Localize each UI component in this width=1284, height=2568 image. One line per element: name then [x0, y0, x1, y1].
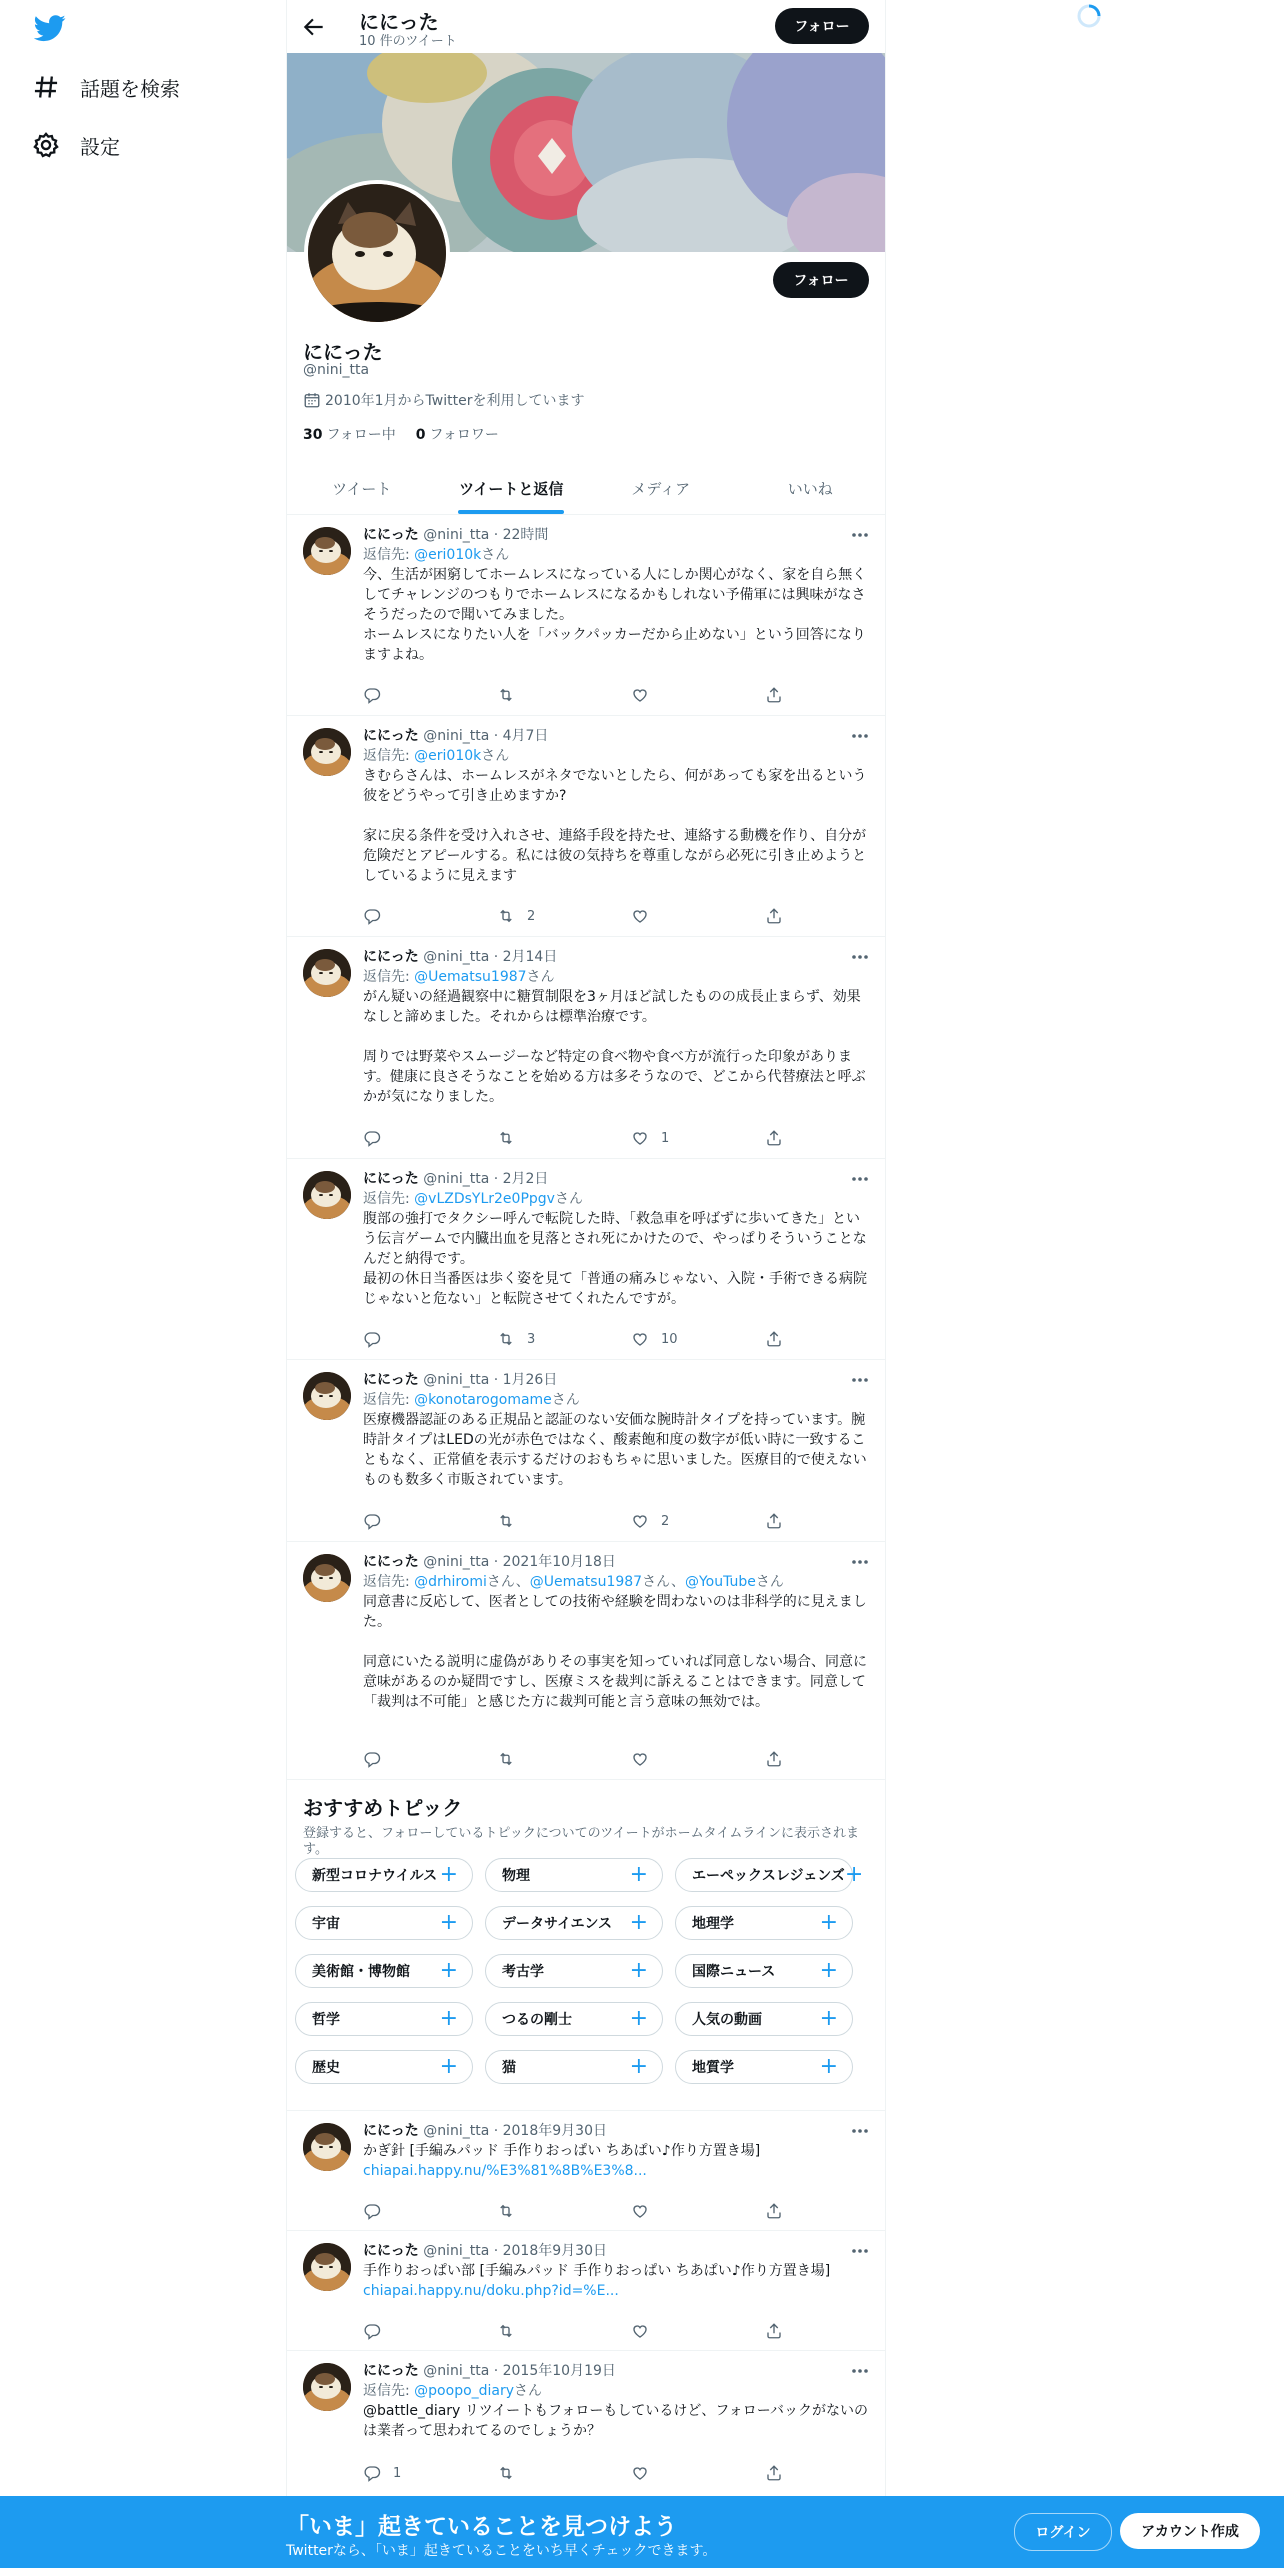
reply-suffix: さん: [514, 2383, 543, 2399]
tweet[interactable]: [287, 716, 885, 937]
reply-icon: [363, 1330, 381, 1348]
reply-suffix: さん: [526, 969, 555, 985]
plus-icon: +: [439, 2006, 458, 2031]
topic-chip[interactable]: [295, 1858, 473, 1892]
tweet-avatar[interactable]: [303, 2123, 351, 2171]
retweets-count: 2: [527, 908, 536, 924]
tweet-body: [363, 525, 869, 665]
following-link[interactable]: [303, 424, 396, 444]
retweet-button[interactable]: [497, 685, 631, 705]
plus-icon: +: [439, 2054, 458, 2079]
reply-mention-link[interactable]: @YouTube: [684, 1574, 756, 1590]
like-icon: [631, 1512, 649, 1530]
reply-suffix: さん: [486, 1574, 516, 1590]
tweet-actions: [363, 2201, 803, 2221]
topic-chip[interactable]: [295, 1906, 473, 1940]
like-button[interactable]: [631, 2201, 765, 2221]
profile-header-bar: [287, 0, 885, 53]
likes-count: 10: [661, 1331, 678, 1347]
calendar-icon: [303, 391, 321, 409]
followers-link[interactable]: [416, 424, 499, 444]
topic-chip[interactable]: [485, 1858, 663, 1892]
plus-icon: +: [439, 1958, 458, 1983]
tweet[interactable]: [287, 2231, 885, 2351]
reply-mention-link[interactable]: @Uematsu1987: [529, 1574, 643, 1590]
login-button[interactable]: ログイン: [1014, 2513, 1112, 2551]
topic-chip[interactable]: [675, 2002, 853, 2036]
tab-likes[interactable]: いいね: [787, 479, 833, 498]
reply-mention-link[interactable]: @drhiromi: [414, 1574, 487, 1590]
like-button[interactable]: [631, 685, 765, 705]
topic-chip-label: つるの剛士: [502, 2012, 572, 2028]
reply-button[interactable]: [363, 685, 497, 705]
plus-icon: +: [439, 1910, 458, 1935]
reply-to-line: [363, 746, 869, 766]
profile-joined: [303, 390, 584, 410]
tweet-actions: [363, 1749, 803, 1769]
share-icon: [765, 2202, 783, 2220]
topic-chip-label: データサイエンス: [502, 1916, 613, 1932]
reply-suffix: さん: [642, 1574, 671, 1590]
reply-icon: [363, 2464, 381, 2482]
tweet-text: がん疑いの経過観察中に糖質制限を3ヶ月ほど試したものの成長止まらず、効果なしと諦めました。それからは標準治療です。 周りでは野菜やスムージーなど特定の食べ物や食べ方が流行った印象があります。健康に良さそうなことを始める方は多そうなので、どこから代替療法と呼ぶかが気になりました。: [363, 989, 866, 1105]
topic-chip-label: 人気の動画: [692, 2012, 762, 2028]
tweet-body: [363, 947, 869, 1107]
like-button[interactable]: [631, 2321, 765, 2341]
topic-chip[interactable]: [675, 1906, 853, 1940]
tweet-avatar[interactable]: [303, 2243, 351, 2291]
like-icon: [631, 2322, 649, 2340]
tweet-body: [363, 1169, 869, 1309]
retweet-icon: [497, 1129, 515, 1147]
reply-icon: [363, 907, 381, 925]
hashtag-icon: [32, 73, 60, 101]
like-button[interactable]: [631, 1511, 765, 1531]
reply-prefix: 返信先:: [363, 1191, 415, 1207]
tweet-actions: [363, 906, 803, 926]
topic-chip-label: 猫: [502, 2060, 516, 2076]
share-icon: [765, 2464, 783, 2482]
retweet-button[interactable]: [497, 1511, 631, 1531]
tweet-actions: [363, 1511, 803, 1531]
topics-subtitle: 登録すると、フォローしているトピックについてのツイートがホームタイムラインに表示されます。: [303, 1826, 860, 1857]
reply-mention-link[interactable]: @eri010k: [414, 748, 482, 764]
loading-spinner-icon: [1076, 3, 1102, 29]
topic-chip[interactable]: [295, 2002, 473, 2036]
retweet-icon: [497, 907, 515, 925]
tweet-avatar[interactable]: [303, 2363, 351, 2411]
signup-button[interactable]: アカウント作成: [1120, 2513, 1260, 2549]
reply-to-line: [363, 1390, 869, 1410]
share-icon: [765, 1129, 783, 1147]
reply-to-line: [363, 1189, 869, 1209]
profile-handle: @nini_tta: [303, 362, 370, 378]
retweet-button[interactable]: [497, 2463, 631, 2483]
likes-count: 1: [661, 1130, 670, 1146]
reply-suffix: さん: [554, 1191, 583, 1207]
plus-icon: +: [819, 1910, 838, 1935]
reply-icon: [363, 2202, 381, 2220]
share-icon: [765, 1512, 783, 1530]
tweet[interactable]: [287, 2111, 885, 2231]
share-button[interactable]: [765, 1749, 803, 1769]
reply-to-line: [363, 967, 869, 987]
share-button[interactable]: [765, 1128, 803, 1148]
reply-button[interactable]: [363, 1511, 497, 1531]
topic-chip[interactable]: [295, 2050, 473, 2084]
tweet-body: [363, 1370, 869, 1490]
topics-title: おすすめトピック: [303, 1796, 463, 1820]
retweet-button[interactable]: [497, 1749, 631, 1769]
tweet-handle-time: @nini_tta · 2018年9月30日: [423, 2123, 607, 2139]
gear-icon: [32, 131, 60, 159]
reply-button[interactable]: [363, 906, 497, 926]
retweet-icon: [497, 2202, 515, 2220]
reply-mention-link[interactable]: @poopo_diary: [414, 2383, 515, 2399]
retweet-icon: [497, 1750, 515, 1768]
topic-chip-label: エーペックスレジェンズ: [692, 1868, 845, 1884]
tweet-actions: [363, 685, 803, 705]
share-button[interactable]: [765, 906, 803, 926]
tab-media[interactable]: メディア: [631, 479, 691, 498]
reply-icon: [363, 1750, 381, 1768]
reply-to-line: [363, 2381, 869, 2401]
reply-prefix: 返信先:: [363, 2383, 415, 2399]
tweet-handle-time: @nini_tta · 2月14日: [423, 949, 558, 965]
tweet-body: [363, 2121, 869, 2181]
plus-icon: +: [819, 2006, 838, 2031]
share-icon: [765, 2322, 783, 2340]
recommended-topics: [287, 1780, 885, 2111]
reply-mention-link[interactable]: @vLZDsYLr2e0Ppgv: [414, 1191, 555, 1207]
tweet-handle-time: @nini_tta · 2015年10月19日: [423, 2363, 616, 2379]
tweet[interactable]: [287, 1360, 885, 1542]
replies-count: 1: [393, 2465, 402, 2481]
retweet-icon: [497, 2322, 515, 2340]
reply-icon: [363, 1129, 381, 1147]
like-icon: [631, 1750, 649, 1768]
retweet-icon: [497, 1330, 515, 1348]
reply-prefix: 返信先:: [363, 969, 415, 985]
tweet[interactable]: [287, 937, 885, 1159]
reply-prefix: 返信先:: [363, 1574, 415, 1590]
like-button[interactable]: [631, 1128, 765, 1148]
share-icon: [765, 686, 783, 704]
reply-icon: [363, 2322, 381, 2340]
plus-icon: +: [819, 2054, 838, 2079]
like-icon: [631, 907, 649, 925]
topic-chip-label: 新型コロナウイルス: [312, 1868, 438, 1884]
topic-chip-label: 宇宙: [312, 1916, 340, 1932]
tweet-actions: [363, 1329, 803, 1349]
tweet[interactable]: [287, 2351, 885, 2497]
reply-mention-link[interactable]: @eri010k: [414, 547, 482, 563]
followers-count: 0: [415, 427, 426, 443]
tweet-handle-time: @nini_tta · 2018年9月30日: [423, 2243, 607, 2259]
nav-settings[interactable]: [32, 121, 120, 169]
tweet-text: @battle_diary リツイートもフォローもしているけど、フォローバックがないのは業者って思われてるのでしょうか？: [363, 2403, 868, 2439]
plus-icon: +: [844, 1862, 864, 1887]
retweet-icon: [497, 1512, 515, 1530]
reply-icon: [363, 686, 381, 704]
topic-chip-label: 地質学: [692, 2060, 734, 2076]
nav-label-explore: 話題を検索: [80, 76, 180, 101]
tweet-avatar[interactable]: [303, 949, 351, 997]
tweet-header: [363, 947, 869, 967]
reply-prefix: 返信先:: [363, 1392, 415, 1408]
share-button[interactable]: [765, 2463, 803, 2483]
topic-chip-label: 国際ニュース: [692, 1964, 776, 1980]
retweet-button[interactable]: [497, 1329, 631, 1349]
topic-chip-label: 美術館・博物館: [312, 1964, 410, 1980]
reply-to-line: [363, 545, 869, 565]
topic-chip[interactable]: [485, 2050, 663, 2084]
tweet-url-link[interactable]: chiapai.happy.nu/%E3%81%8B%E3%8...: [363, 2163, 647, 2179]
tweet-avatar[interactable]: [303, 527, 351, 575]
tweet-header: [363, 2241, 869, 2261]
twitter-bird-icon[interactable]: [34, 12, 66, 44]
share-button[interactable]: [765, 1511, 803, 1531]
retweets-count: 3: [527, 1331, 536, 1347]
topic-chip-label: 物理: [502, 1868, 530, 1884]
tweet-author-name[interactable]: ににった: [363, 1171, 419, 1187]
topic-chip[interactable]: [675, 2050, 853, 2084]
like-icon: [631, 2202, 649, 2220]
tweet[interactable]: [287, 1159, 885, 1360]
retweet-button[interactable]: [497, 906, 631, 926]
signup-bar-subtitle: Twitterなら、「いま」起きていることをいち早くチェックできます。: [286, 2543, 717, 2559]
plus-icon: +: [629, 2006, 648, 2031]
topic-chip-label: 考古学: [502, 1964, 544, 1980]
retweet-icon: [497, 686, 515, 704]
topic-chip[interactable]: [485, 1954, 663, 1988]
profile-follow-button[interactable]: フォロー: [773, 262, 869, 298]
reply-button[interactable]: [363, 1128, 497, 1148]
tweet-text: かぎ針 [手編みパッド 手作りおっぱい ちあぱい♪作り方置き場]: [363, 2143, 761, 2159]
reply-button[interactable]: [363, 2463, 497, 2483]
reply-mention-link[interactable]: @Uematsu1987: [414, 969, 527, 985]
following-count: 30: [303, 427, 323, 443]
topic-chip[interactable]: [485, 2002, 663, 2036]
profile-tabs: [287, 462, 885, 515]
share-button[interactable]: [765, 1329, 803, 1349]
tweet-handle-time: @nini_tta · 2021年10月18日: [423, 1554, 616, 1570]
tweet-body: [363, 2241, 869, 2301]
tweet-handle-time: @nini_tta · 22時間: [423, 527, 549, 543]
tweet-text: 同意書に反応して、医者としての技術や経験を問わないのは非科学的に見えました。 同意にいたる説明に虚偽がありその事実を知っていれば同意しない場合、同意に意味があるのか疑問ですし、医療ミスを裁判に訴えることはできます。同意して「裁判は不可能」と感じた方に裁判可能と言う意味の無効では。: [363, 1594, 867, 1710]
share-button[interactable]: [765, 685, 803, 705]
topic-chip[interactable]: [675, 1858, 864, 1892]
tweet-author-name[interactable]: ににった: [363, 2363, 419, 2379]
reply-button[interactable]: [363, 2321, 497, 2341]
tweet-author-name[interactable]: ににった: [363, 728, 419, 744]
topic-chip-label: 哲学: [312, 2012, 340, 2028]
like-icon: [631, 1330, 649, 1348]
like-button[interactable]: [631, 1749, 765, 1769]
reply-button[interactable]: [363, 1329, 497, 1349]
like-button[interactable]: [631, 906, 765, 926]
like-icon: [631, 2464, 649, 2482]
tweet-author-name[interactable]: ににった: [363, 1372, 419, 1388]
tweet-author-name[interactable]: ににった: [363, 2123, 419, 2139]
nav-explore[interactable]: [32, 63, 180, 111]
main-column: [286, 0, 886, 2568]
header-title: ににった: [359, 10, 439, 34]
plus-icon: +: [629, 2054, 648, 2079]
tweet-text: きむらさんは、ホームレスがネタでないとしたら、何があっても家を出るという彼をどうやって引き止めますか? 家に戻る条件を受け入れさせ、連絡手段を持たせ、連絡する動機を作り、自分が危険だとアピールする。私には彼の気持ちを尊重しながら必死に引き止めようとしているように見えます: [363, 768, 867, 884]
plus-icon: +: [629, 1862, 648, 1887]
tab-tweets[interactable]: ツイート: [332, 479, 392, 498]
tweet-handle-time: @nini_tta · 4月7日: [423, 728, 549, 744]
reply-to-line: 返信先: @drhiromiさん、@Uematsu1987さん、@YouTubeさん: [363, 1574, 784, 1590]
tweet-avatar[interactable]: [303, 728, 351, 776]
tweet-header: [363, 1552, 869, 1572]
reply-suffix: さん: [481, 748, 510, 764]
tweet-avatar[interactable]: [303, 1554, 351, 1602]
header-follow-button[interactable]: フォロー: [775, 8, 869, 44]
tweet-text: 腹部の強打でタクシー呼んで転院した時、「救急車を呼ばずに歩いてきた」という伝言ゲームで内臓出血を見落とされ死にかけたので、やっぱりそういうことなんだと納得です。 最初の休日当番医は歩く姿を見て「普通の痛みじゃない、入院・手術できる病院じゃないと危ない」と転院させてくれたんですが。: [363, 1211, 867, 1307]
share-icon: [765, 1750, 783, 1768]
reply-suffix: さん: [755, 1574, 784, 1590]
tweet-author-name[interactable]: ににった: [363, 2243, 419, 2259]
profile-joined-text: 2010年1月からTwitterを利用しています: [325, 393, 585, 409]
share-button[interactable]: [765, 2201, 803, 2221]
tweet[interactable]: [287, 515, 885, 716]
share-button[interactable]: [765, 2321, 803, 2341]
profile-name: ににった: [303, 340, 383, 364]
tweet-actions: [363, 2463, 803, 2483]
share-icon: [765, 1330, 783, 1348]
topic-chip[interactable]: [485, 1906, 663, 1940]
tweet-header: [363, 525, 869, 545]
reply-prefix: 返信先:: [363, 748, 415, 764]
reply-prefix: 返信先:: [363, 547, 415, 563]
like-button[interactable]: [631, 2463, 765, 2483]
nav-label-settings: 設定: [80, 134, 120, 159]
tweet-actions: [363, 1128, 803, 1148]
tweet-header: [363, 1370, 869, 1390]
share-icon: [765, 907, 783, 925]
tweet-actions: [363, 2321, 803, 2341]
like-icon: [631, 686, 649, 704]
tweet-url-link[interactable]: chiapai.happy.nu/doku.php?id=%E...: [363, 2283, 619, 2299]
reply-icon: [363, 1512, 381, 1530]
tweet-avatar[interactable]: [303, 1171, 351, 1219]
retweet-icon: [497, 2464, 515, 2482]
left-nav: [0, 0, 286, 2568]
tweet-header: [363, 726, 869, 746]
tweet[interactable]: [287, 1542, 885, 1780]
reply-mention-link[interactable]: @konotarogomame: [414, 1392, 552, 1408]
back-arrow-icon[interactable]: [301, 14, 327, 40]
plus-icon: +: [629, 1910, 648, 1935]
tweet-handle-time: @nini_tta · 2月2日: [423, 1171, 549, 1187]
tweet-author-name[interactable]: ににった: [363, 949, 419, 965]
tweet-author-name[interactable]: ににった: [363, 1554, 419, 1570]
tweet-header: [363, 1169, 869, 1189]
plus-icon: +: [439, 1862, 458, 1887]
retweet-button[interactable]: [497, 1128, 631, 1148]
tab-tweets-and-replies[interactable]: ツイートと返信: [437, 462, 587, 514]
tweet-header: [363, 2121, 869, 2141]
reply-suffix: さん: [551, 1392, 580, 1408]
tweet-avatar[interactable]: [303, 1372, 351, 1420]
reply-button[interactable]: [363, 1749, 497, 1769]
tweet-author-name[interactable]: ににった: [363, 527, 419, 543]
signup-bar-title: 「いま」起きていることを見つけよう: [286, 2514, 677, 2540]
plus-icon: +: [819, 1958, 838, 1983]
following-label: フォロー中: [326, 427, 396, 443]
retweet-button[interactable]: [497, 2201, 631, 2221]
like-button[interactable]: [631, 1329, 765, 1349]
likes-count: 2: [661, 1513, 670, 1529]
topic-chip-label: 地理学: [692, 1916, 734, 1932]
followers-label: フォロワー: [429, 427, 499, 443]
profile-avatar[interactable]: [304, 180, 450, 326]
tweet-body: [363, 2361, 869, 2441]
signup-prompt-bar: [0, 2496, 1284, 2568]
like-icon: [631, 1129, 649, 1147]
plus-icon: +: [629, 1958, 648, 1983]
tweet-text: 今、生活が困窮してホームレスになっている人にしか関心がなく、家を自ら無くしてチャレンジのつもりでホームレスになるかもしれない予備軍には興味がなさそうだったので聞いてみました。 ホームレスになりたい人を「バックパッカーだから止めない」という回答になりますよね。: [363, 567, 867, 663]
reply-button[interactable]: [363, 2201, 497, 2221]
header-tweet-count: 10 件のツイート: [359, 34, 457, 49]
tweet-body: [363, 726, 869, 886]
retweet-button[interactable]: [497, 2321, 631, 2341]
tweet-body: [363, 1552, 869, 1712]
tweet-text: 医療機器認証のある正規品と認証のない安価な腕時計タイプを持っています。腕時計タイプはLEDの光が赤色ではなく、酸素飽和度の数字が低い時に一致することもなく、正常値を表示するだけのおもちゃに思いました。医療目的で使えないものも数多く市販されています。: [363, 1412, 867, 1488]
profile-stats: [303, 424, 519, 444]
reply-suffix: さん: [481, 547, 510, 563]
tweet-text: 手作りおっぱい部 [手編みパッド 手作りおっぱい ちあぱい♪作り方置き場]: [363, 2263, 831, 2279]
tweet-header: [363, 2361, 869, 2381]
topic-chip[interactable]: [295, 1954, 473, 1988]
topic-chip-label: 歴史: [312, 2060, 340, 2076]
tweet-handle-time: @nini_tta · 1月26日: [423, 1372, 558, 1388]
topic-chip[interactable]: [675, 1954, 853, 1988]
